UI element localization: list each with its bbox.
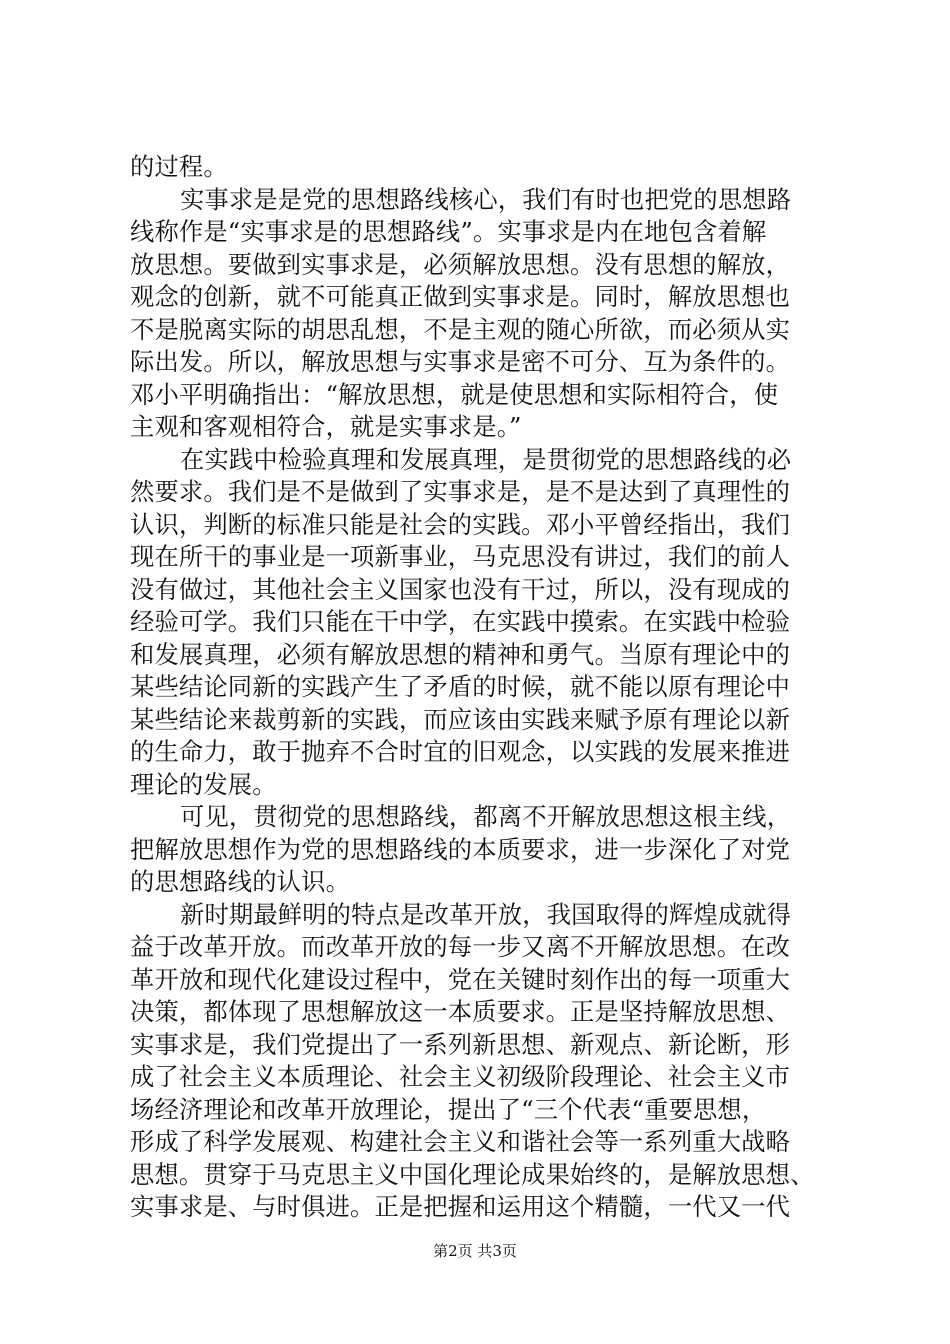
text-line: 和发展真理，必须有解放思想的精神和勇气。当原有理论中的 [130,639,791,669]
text-line: 不是脱离实际的胡思乱想，不是主观的随心所欲，而必须从实 [130,314,791,344]
body-text [130,151,830,1224]
text-line: 某些结论同新的实践产生了矛盾的时候，就不能以原有理论中 [130,672,791,701]
text-line: 成了社会主义本质理论、社会主义初级阶段理论、社会主义市 [130,1062,791,1091]
paragraph-first-line: 可见，贯彻党的思想路线，都离不开解放思想这根主线， [180,802,792,831]
text-line: 形成了科学发展观、构建社会主义和谐社会等一系列重大战略 [130,1127,791,1156]
text-line: 益于改革开放。而改革开放的每一步又离不开解放思想。在改 [130,932,791,961]
paragraph-first-line: 实事求是是党的思想路线核心，我们有时也把党的思想路 [180,184,792,214]
text-line: 革开放和现代化建设过程中，党在关键时刻作出的每一项重大 [130,964,791,994]
text-line: 理论的发展。 [130,769,277,799]
page-footer: 第2页 共3页 [433,1242,517,1260]
text-line: 思想。贯穿于马克思主义中国化理论成果始终的，是解放思想、 [130,1159,815,1189]
text-line: 线称作是“实事求是的思想路线”。实事求是内在地包含着解 [130,217,767,246]
text-line: 没有做过，其他社会主义国家也没有干过，所以，没有现成的 [130,574,791,604]
text-line: 现在所干的事业是一项新事业，马克思没有讲过，我们的前人 [130,542,791,571]
text-line: 主观和客观相符合，就是实事求是。” [130,412,522,441]
text-line: 实事求是，我们党提出了一系列新思想、新观点、新论断，形 [130,1029,791,1059]
text-line: 经验可学。我们只能在干中学，在实践中摸索。在实践中检验 [130,607,791,636]
text-line: 实事求是、与时俱进。正是把握和运用这个精髓，一代又一代 [130,1192,791,1221]
paragraph-first-line: 在实践中检验真理和发展真理，是贯彻党的思想路线的必 [180,444,792,474]
text-line: 际出发。所以，解放思想与实事求是密不可分、互为条件的。 [130,347,791,376]
text-line: 的生命力，敢于抛弃不合时宜的旧观念，以实践的发展来推进 [130,737,791,766]
text-line: 然要求。我们是不是做到了实事求是，是不是达到了真理性的 [130,477,791,506]
text-line: 认识，判断的标准只能是社会的实践。邓小平曾经指出，我们 [130,509,791,539]
text-line: 观念的创新，就不可能真正做到实事求是。同时，解放思想也 [130,282,791,311]
text-line: 的思想路线的认识。 [130,867,351,896]
text-line: 决策，都体现了思想解放这一本质要求。正是坚持解放思想、 [130,997,791,1026]
text-line: 放思想。要做到实事求是，必须解放思想。没有思想的解放， [130,249,791,279]
text-line: 场经济理论和改革开放理论，提出了“三个代表“重要思想， [130,1094,767,1124]
text-line: 的过程。 [130,152,228,181]
text-line: 某些结论来裁剪新的实践，而应该由实践来赋予原有理论以新 [130,704,791,734]
text-line: 邓小平明确指出：“解放思想，就是使思想和实际相符合，使 [130,379,779,409]
paragraph-first-line: 新时期最鲜明的特点是改革开放，我国取得的辉煌成就得 [180,899,792,929]
text-line: 把解放思想作为党的思想路线的本质要求，进一步深化了对党 [130,834,791,864]
